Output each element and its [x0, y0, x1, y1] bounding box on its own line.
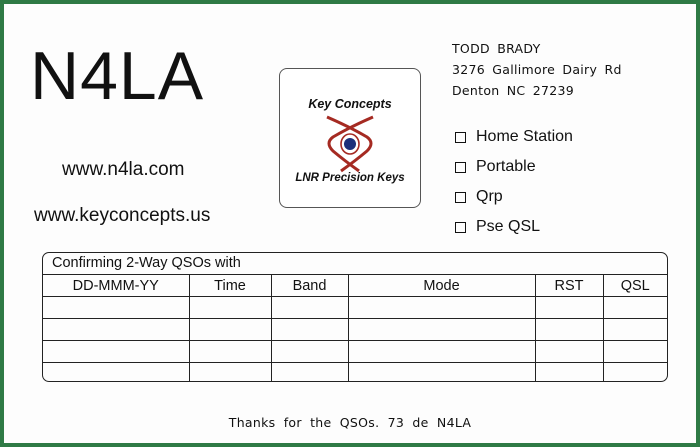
table-cell[interactable]: [603, 363, 667, 383]
table-cell[interactable]: [43, 297, 189, 319]
mailing-address: [452, 38, 622, 101]
option-label: Home Station: [476, 128, 573, 145]
column-rst: RST: [535, 275, 603, 297]
qso-log-table: [42, 252, 668, 382]
footer-thanks: Thanks for the QSOs. 73 de N4LA: [228, 415, 472, 430]
table-cell[interactable]: [271, 297, 348, 319]
key-logo-icon: [317, 113, 383, 173]
table-cell[interactable]: [189, 341, 271, 363]
column-mode: Mode: [348, 275, 535, 297]
column-qsl: QSL: [603, 275, 667, 297]
table-cell[interactable]: [348, 363, 535, 383]
website-n4la: www.n4la.com: [62, 159, 185, 180]
table-row: [43, 319, 667, 341]
logo-top-text: Key Concepts: [308, 97, 392, 111]
table-cell[interactable]: [348, 341, 535, 363]
option-label: Qrp: [476, 188, 503, 205]
table-cell[interactable]: [43, 319, 189, 341]
option-qrp: [455, 182, 573, 212]
table-cell[interactable]: [43, 363, 189, 383]
table-row: [43, 297, 667, 319]
table-header-row: [43, 275, 667, 297]
sponsor-logo: [279, 68, 421, 208]
table-cell[interactable]: [43, 341, 189, 363]
table-cell[interactable]: [189, 363, 271, 383]
table-cell[interactable]: [348, 297, 535, 319]
address-city: Denton NC 27239: [452, 83, 574, 98]
table-cell[interactable]: [189, 319, 271, 341]
table-cell[interactable]: [271, 341, 348, 363]
logo-bottom-text: LNR Precision Keys: [295, 172, 405, 184]
table-cell[interactable]: [189, 297, 271, 319]
option-pse-qsl: [455, 212, 573, 242]
callsign: N4LA: [30, 38, 205, 114]
option-home-station: [455, 122, 573, 152]
table-cell[interactable]: [603, 297, 667, 319]
table-cell[interactable]: [535, 341, 603, 363]
table-cell[interactable]: [535, 319, 603, 341]
table-cell[interactable]: [603, 341, 667, 363]
table-cell[interactable]: [271, 363, 348, 383]
column-time: Time: [189, 275, 271, 297]
qso-grid: [43, 275, 667, 382]
checkbox-home-station[interactable]: [455, 132, 466, 143]
table-cell[interactable]: [535, 363, 603, 383]
checkbox-portable[interactable]: [455, 162, 466, 173]
table-cell[interactable]: [348, 319, 535, 341]
option-label: Pse QSL: [476, 218, 541, 235]
column-band: Band: [271, 275, 348, 297]
table-cell[interactable]: [603, 319, 667, 341]
column-date: DD-MMM-YY: [43, 275, 189, 297]
option-portable: [455, 152, 573, 182]
table-row: [43, 363, 667, 383]
checkbox-pse-qsl[interactable]: [455, 222, 466, 233]
table-cell[interactable]: [271, 319, 348, 341]
station-options: [455, 122, 573, 242]
qso-caption: Confirming 2-Way QSOs with: [43, 253, 667, 275]
table-cell[interactable]: [535, 297, 603, 319]
address-name: TODD BRADY: [452, 41, 541, 56]
option-label: Portable: [476, 158, 536, 175]
table-row: [43, 341, 667, 363]
checkbox-qrp[interactable]: [455, 192, 466, 203]
website-keyconcepts: www.keyconcepts.us: [34, 205, 211, 226]
address-street: 3276 Gallimore Dairy Rd: [452, 62, 622, 77]
